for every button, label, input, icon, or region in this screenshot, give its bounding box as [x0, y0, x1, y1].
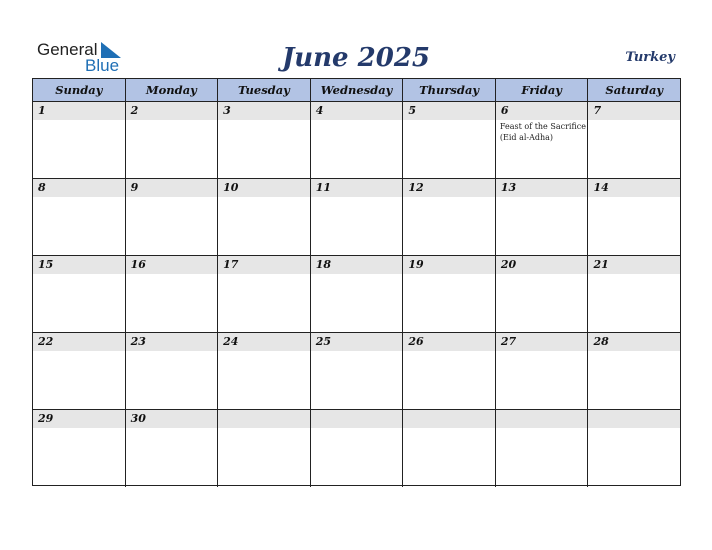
day-number: 24 — [223, 335, 239, 348]
weekday-saturday: Saturday — [588, 79, 680, 102]
day-number: 10 — [223, 181, 239, 194]
day-number: 28 — [593, 335, 609, 348]
day-cell — [588, 333, 680, 409]
day-number: 18 — [315, 258, 332, 271]
day-number: 19 — [408, 258, 424, 271]
day-cell-header — [126, 102, 218, 120]
day-cell — [33, 179, 126, 255]
day-cell-header — [496, 410, 588, 428]
day-number: 4 — [315, 104, 324, 117]
day-number: 11 — [315, 181, 332, 194]
day-cell — [33, 333, 126, 409]
calendar-grid — [32, 78, 681, 486]
holiday-label: Feast of the Sacrifice (Eid al-Adha) — [499, 122, 586, 142]
day-number: 7 — [593, 104, 602, 117]
day-cell-header — [588, 410, 680, 428]
day-cell — [496, 410, 589, 487]
day-cell-header — [496, 102, 588, 120]
day-cell — [403, 102, 496, 178]
day-cell — [33, 410, 126, 487]
day-cell-header — [218, 410, 310, 428]
day-number: 5 — [408, 104, 416, 117]
day-number: 12 — [408, 181, 424, 194]
day-cell — [403, 333, 496, 409]
day-number: 27 — [500, 335, 517, 348]
day-cell — [311, 102, 404, 178]
weekday-wednesday: Wednesday — [311, 79, 404, 102]
week-row — [33, 102, 680, 179]
day-cell-header — [33, 179, 125, 197]
logo-text-blue: Blue — [85, 56, 120, 75]
day-cell — [126, 179, 219, 255]
day-cell — [126, 333, 219, 409]
day-cell — [126, 102, 219, 178]
day-cell — [588, 256, 680, 332]
day-number: 30 — [130, 412, 146, 425]
day-cell — [588, 102, 680, 178]
day-cell — [588, 410, 680, 487]
day-cell-header — [218, 102, 310, 120]
day-cell-header — [126, 179, 218, 197]
day-number: 13 — [500, 181, 517, 194]
day-number: 3 — [223, 104, 231, 117]
day-cell — [218, 333, 311, 409]
day-cell — [403, 410, 496, 487]
day-cell — [311, 410, 404, 487]
day-number: 15 — [38, 258, 54, 271]
weekday-sunday: Sunday — [33, 79, 126, 102]
day-number: 17 — [223, 258, 239, 271]
week-row — [33, 410, 680, 487]
day-cell — [496, 256, 589, 332]
day-cell — [218, 410, 311, 487]
day-cell — [126, 410, 219, 487]
day-number: 2 — [130, 104, 139, 117]
day-cell — [496, 333, 589, 409]
day-number: 6 — [500, 104, 509, 117]
calendar-title: June 2025 — [281, 43, 431, 73]
day-cell — [218, 256, 311, 332]
day-cell — [588, 179, 680, 255]
weekday-friday: Friday — [496, 79, 589, 102]
day-number: 23 — [130, 335, 146, 348]
country-label: Turkey — [625, 50, 675, 65]
day-cell-header — [311, 410, 403, 428]
weekday-header-row — [33, 79, 680, 102]
day-number: 14 — [593, 181, 609, 194]
day-cell-header — [33, 102, 125, 120]
day-cell — [311, 256, 404, 332]
day-cell — [33, 102, 126, 178]
day-cell-header — [403, 102, 495, 120]
day-cell — [403, 179, 496, 255]
week-row — [33, 179, 680, 256]
day-number: 16 — [130, 258, 146, 271]
day-number: 26 — [408, 335, 424, 348]
week-row — [33, 256, 680, 333]
day-number: 20 — [500, 258, 517, 271]
day-cell — [33, 256, 126, 332]
weekday-monday: Monday — [126, 79, 219, 102]
day-number: 9 — [130, 181, 139, 194]
logo-text-general: General — [37, 40, 98, 59]
weekday-thursday: Thursday — [403, 79, 496, 102]
day-cell — [218, 102, 311, 178]
weekday-tuesday: Tuesday — [218, 79, 311, 102]
day-number: 25 — [315, 335, 332, 348]
day-number: 8 — [38, 181, 46, 194]
day-cell — [311, 179, 404, 255]
day-cell — [496, 102, 589, 178]
day-cell — [218, 179, 311, 255]
day-cell-header — [311, 102, 403, 120]
day-cell — [311, 333, 404, 409]
day-number: 22 — [38, 335, 54, 348]
day-cell — [126, 256, 219, 332]
day-number: 29 — [38, 412, 54, 425]
day-cell-header — [588, 102, 680, 120]
day-cell — [496, 179, 589, 255]
week-row — [33, 333, 680, 410]
weeks-container — [33, 102, 680, 487]
day-cell-header — [403, 410, 495, 428]
day-number: 1 — [38, 104, 46, 117]
day-cell — [403, 256, 496, 332]
day-number: 21 — [593, 258, 609, 271]
